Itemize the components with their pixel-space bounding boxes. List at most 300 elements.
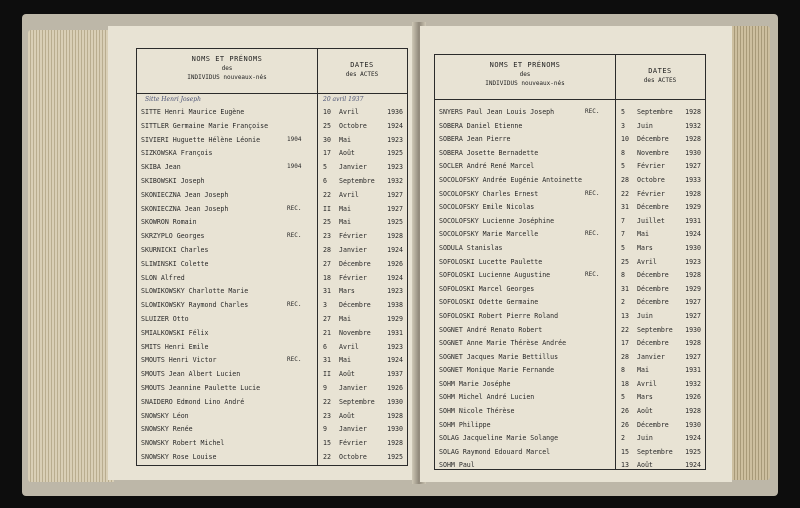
record-day: 28	[621, 175, 629, 184]
table-row	[435, 225, 705, 239]
record-note: REC.	[287, 232, 302, 240]
record-month: Décembre	[637, 298, 669, 307]
record-note: REC.	[287, 356, 302, 364]
record-day: 8	[621, 148, 625, 157]
record-month: Mai	[637, 366, 649, 375]
record-year: 1927	[387, 204, 403, 213]
record-day: 27	[323, 259, 331, 268]
record-month: Décembre	[637, 203, 669, 212]
record-name: SMOUTS Jean Albert Lucien	[141, 370, 241, 379]
record-month: Décembre	[637, 135, 669, 144]
record-month: Décembre	[637, 284, 669, 293]
record-year: 1925	[685, 447, 701, 456]
record-day: 22	[621, 325, 629, 334]
record-month: Octobre	[339, 452, 367, 461]
record-name: SOFOLOSKI Lucette Paulette	[439, 257, 543, 266]
table-row	[137, 227, 407, 241]
table-row	[137, 144, 407, 158]
record-month: Octobre	[339, 121, 367, 130]
record-year: 1926	[387, 259, 403, 268]
record-day: 5	[621, 243, 625, 252]
handwritten-date-note: 20 avril 1937	[323, 96, 364, 103]
record-month: Juin	[637, 121, 653, 130]
record-day: 28	[621, 352, 629, 361]
table-row	[137, 296, 407, 310]
record-year: 1924	[387, 273, 403, 282]
record-month: Février	[339, 439, 367, 448]
record-year: 1928	[685, 108, 701, 116]
record-name: SOGNET Jacques Marie Bettillus	[439, 352, 559, 361]
record-year: 1932	[685, 121, 701, 130]
record-day: 10	[621, 135, 629, 144]
record-month: Avril	[339, 190, 359, 199]
table-row	[137, 310, 407, 324]
record-day: 7	[621, 216, 625, 225]
table-row	[137, 282, 407, 296]
record-name: SOFOLOSKI Robert Pierre Roland	[439, 311, 559, 320]
record-year: 1930	[685, 420, 701, 429]
record-name: SMOUTS Jeannine Paulette Lucie	[141, 383, 261, 392]
record-name: SOGNET André Renato Robert	[439, 325, 543, 334]
record-year: 1924	[387, 245, 403, 254]
record-month: Décembre	[339, 301, 371, 310]
record-month: Août	[637, 407, 653, 416]
record-day: 13	[621, 311, 629, 320]
record-month: Mai	[339, 204, 351, 213]
record-day: 3	[323, 301, 327, 310]
record-month: Février	[339, 273, 367, 282]
record-year: 1928	[685, 271, 701, 280]
record-name: SOCOLOFSKY Marie Marcelle	[439, 230, 539, 239]
record-day: 9	[323, 383, 327, 392]
table-row	[137, 379, 407, 393]
record-year: 1925	[387, 218, 403, 227]
record-year: 1930	[685, 243, 701, 252]
record-day: 22	[323, 190, 331, 199]
table-row	[435, 103, 705, 117]
record-year: 1932	[387, 176, 403, 185]
record-month: Août	[339, 411, 355, 420]
record-year: 1930	[685, 325, 701, 334]
record-month: Novembre	[339, 328, 371, 337]
record-day: 22	[621, 189, 629, 198]
record-name: SOFOLOSKI Lucienne Augustine	[439, 271, 551, 280]
record-year: 1928	[387, 439, 403, 448]
record-month: Décembre	[637, 271, 669, 280]
table-row	[435, 388, 705, 402]
record-day: 8	[621, 366, 625, 375]
record-day: 18	[323, 273, 331, 282]
record-year: 1927	[685, 162, 701, 171]
table-row	[435, 239, 705, 253]
record-day: 15	[621, 447, 629, 456]
table-row	[137, 269, 407, 283]
record-year: 1930	[685, 148, 701, 157]
table-row	[137, 338, 407, 352]
record-name: SOFOLOSKI Marcel Georges	[439, 284, 535, 293]
record-year: 1928	[387, 232, 403, 241]
record-month: Août	[339, 370, 355, 379]
record-name: SOLAG Jacqueline Marie Solange	[439, 434, 559, 443]
right-rows	[435, 103, 705, 470]
record-name: SLON Alfred	[141, 273, 185, 282]
record-month: Février	[637, 162, 665, 171]
table-row	[435, 157, 705, 171]
record-month: Mai	[637, 230, 649, 239]
record-day: II	[323, 204, 331, 213]
record-name: SNYERS Paul Jean Louis Joseph	[439, 108, 555, 116]
record-year: 1927	[685, 298, 701, 307]
record-year: 1928	[387, 411, 403, 420]
record-name: SLUIZER Otto	[141, 314, 189, 323]
table-row	[435, 266, 705, 280]
header-divider	[435, 99, 705, 100]
record-month: Janvier	[339, 163, 367, 172]
record-month: Juin	[637, 311, 653, 320]
table-row	[435, 307, 705, 321]
table-row	[137, 255, 407, 269]
record-day: 27	[323, 314, 331, 323]
table-row	[435, 130, 705, 144]
record-month: Septembre	[637, 447, 673, 456]
right-page	[420, 26, 732, 482]
record-name: SKOWRON Romain	[141, 218, 197, 227]
table-row	[137, 172, 407, 186]
record-name: SOHM Philippe	[439, 420, 491, 429]
record-year: 1938	[387, 301, 403, 310]
table-row	[435, 348, 705, 362]
dates-header-line1: DATES	[648, 67, 672, 75]
record-day: 31	[621, 203, 629, 212]
record-month: Avril	[637, 257, 657, 266]
record-day: 8	[621, 271, 625, 280]
table-row	[137, 324, 407, 338]
record-day: 31	[621, 284, 629, 293]
record-name: SMIALKOWSKI Félix	[141, 328, 209, 337]
record-note: 1904	[287, 163, 302, 171]
table-row	[137, 213, 407, 227]
record-name: SIZKOWSKA François	[141, 149, 213, 158]
table-row	[435, 416, 705, 430]
record-month: Juin	[637, 434, 653, 443]
record-name: SLOWIKOWSKY Raymond Charles	[141, 301, 249, 310]
table-row	[435, 117, 705, 131]
table-row	[137, 351, 407, 365]
record-note: REC.	[287, 301, 302, 309]
record-day: 6	[323, 342, 327, 351]
record-day: 5	[621, 108, 625, 116]
record-note: REC.	[585, 230, 600, 238]
names-header-line2: des	[519, 71, 531, 78]
table-row	[435, 402, 705, 416]
record-month: Décembre	[339, 259, 371, 268]
table-row	[137, 365, 407, 379]
record-month: Janvier	[339, 383, 367, 392]
names-header-line2: des	[221, 65, 233, 72]
record-year: 1927	[685, 311, 701, 320]
record-year: 1924	[685, 434, 701, 443]
record-day: 10	[323, 108, 331, 116]
record-year: 1931	[685, 366, 701, 375]
record-note: REC.	[585, 271, 600, 279]
table-row	[137, 420, 407, 434]
table-row	[137, 393, 407, 407]
record-year: 1930	[387, 425, 403, 434]
record-month: Décembre	[637, 339, 669, 348]
record-day: 22	[323, 452, 331, 461]
table-row	[137, 103, 407, 117]
table-row	[435, 198, 705, 212]
names-header-line1: NOMS ET PRÉNOMS	[489, 61, 561, 69]
record-name: SKRZYPLO Georges	[141, 232, 205, 241]
table-row	[137, 448, 407, 462]
names-header-line1: NOMS ET PRÉNOMS	[191, 55, 263, 63]
record-year: 1926	[387, 383, 403, 392]
record-note: 1904	[287, 135, 302, 143]
record-month: Mai	[339, 135, 351, 144]
record-name: SOBERA Josette Bernadette	[439, 148, 539, 157]
record-month: Septembre	[339, 176, 375, 185]
record-name: SOFOLOSKI Odette Germaine	[439, 298, 539, 307]
record-day: 5	[323, 163, 327, 172]
record-day: 3	[621, 121, 625, 130]
table-row	[137, 241, 407, 255]
record-day: 30	[323, 135, 331, 144]
dates-header-line2: des ACTES	[345, 71, 379, 78]
record-day: 31	[323, 287, 331, 296]
record-month: Janvier	[637, 352, 665, 361]
record-month: Septembre	[637, 108, 673, 116]
record-year: 1923	[387, 163, 403, 172]
table-row	[435, 253, 705, 267]
record-year: 1928	[685, 339, 701, 348]
record-name: SKIBOWSKI Joseph	[141, 176, 205, 185]
table-row	[137, 407, 407, 421]
record-name: SOCOLOFSKY Lucienne Joséphine	[439, 216, 555, 225]
record-note: REC.	[585, 189, 600, 197]
record-month: Août	[637, 461, 653, 470]
record-year: 1928	[685, 135, 701, 144]
dates-column-header	[317, 61, 407, 79]
record-day: 7	[621, 230, 625, 239]
handwritten-name-note: Sitte Henri Joseph	[145, 96, 202, 103]
record-name: SKURNICKI Charles	[141, 245, 209, 254]
record-name: SKIBA Jean	[141, 163, 181, 172]
record-name: SOBERA Daniel Etienne	[439, 121, 523, 130]
dates-header-line1: DATES	[350, 61, 374, 69]
names-header-line3: INDIVIDUS nouveaux-nés	[485, 80, 565, 87]
record-year: 1928	[685, 407, 701, 416]
record-name: SODULA Stanislas	[439, 243, 503, 252]
record-year: 1932	[685, 379, 701, 388]
table-row	[435, 375, 705, 389]
record-day: 21	[323, 328, 331, 337]
record-year: 1923	[387, 287, 403, 296]
record-name: SOHM Nicole Thérèse	[439, 407, 515, 416]
record-day: 17	[621, 339, 629, 348]
table-row	[435, 429, 705, 443]
record-year: 1933	[685, 175, 701, 184]
record-day: 25	[323, 218, 331, 227]
record-month: Juillet	[637, 216, 665, 225]
record-year: 1936	[387, 108, 403, 116]
record-name: SOGNET Monique Marie Fernande	[439, 366, 555, 375]
record-month: Mai	[339, 314, 351, 323]
record-month: Septembre	[339, 397, 375, 406]
record-year: 1923	[685, 257, 701, 266]
record-day: 23	[323, 411, 331, 420]
names-column-header	[435, 61, 615, 88]
record-month: Mai	[339, 218, 351, 227]
record-year: 1930	[387, 397, 403, 406]
record-month: Février	[339, 232, 367, 241]
record-day: 6	[323, 176, 327, 185]
record-month: Mars	[637, 243, 653, 252]
record-year: 1928	[685, 189, 701, 198]
table-row	[137, 117, 407, 131]
record-name: SLIWINSKI Colette	[141, 259, 209, 268]
record-name: SOCOLOFSKY Charles Ernest	[439, 189, 539, 198]
record-month: Août	[339, 149, 355, 158]
record-name: SMOUTS Henri Victor	[141, 356, 217, 365]
table-row	[137, 131, 407, 145]
record-day: 22	[323, 397, 331, 406]
record-month: Avril	[339, 342, 359, 351]
record-day: 25	[323, 121, 331, 130]
record-name: SNOWSKY Renée	[141, 425, 193, 434]
record-month: Décembre	[637, 420, 669, 429]
record-name: SNOWSKY Rose Louise	[141, 452, 217, 461]
record-name: SOHM Paul	[439, 461, 475, 470]
record-month: Avril	[339, 108, 359, 116]
record-day: 26	[621, 407, 629, 416]
record-year: 1924	[685, 230, 701, 239]
table-row	[435, 293, 705, 307]
record-name: SITTE Henri Maurice Eugène	[141, 108, 245, 116]
record-month: Octobre	[637, 175, 665, 184]
record-year: 1924	[387, 121, 403, 130]
record-month: Avril	[637, 379, 657, 388]
record-year: 1925	[387, 452, 403, 461]
record-day: 5	[621, 162, 625, 171]
record-day: 5	[621, 393, 625, 402]
record-name: SOHM Michel André Lucien	[439, 393, 535, 402]
record-month: Janvier	[339, 425, 367, 434]
record-month: Janvier	[339, 245, 367, 254]
record-year: 1929	[685, 284, 701, 293]
right-register-table	[434, 54, 706, 470]
record-name: SOHM Marie Joséphe	[439, 379, 511, 388]
record-year: 1929	[685, 203, 701, 212]
record-month: Novembre	[637, 148, 669, 157]
table-row	[137, 200, 407, 214]
record-name: SITTLER Germaine Marie Françoise	[141, 121, 269, 130]
record-name: SIVIERI Huguette Hélène Léonie	[141, 135, 261, 144]
record-month: Mars	[637, 393, 653, 402]
record-year: 1931	[685, 216, 701, 225]
record-name: SOCLER André René Marcel	[439, 162, 535, 171]
names-header-line3: INDIVIDUS nouveaux-nés	[187, 74, 267, 81]
record-note: REC.	[287, 204, 302, 212]
record-year: 1924	[387, 356, 403, 365]
names-column-header	[137, 55, 317, 82]
record-year: 1923	[387, 135, 403, 144]
record-month: Février	[637, 189, 665, 198]
record-name: SOLAG Raymond Edouard Marcel	[439, 447, 551, 456]
table-row	[435, 144, 705, 158]
left-register-table	[136, 48, 408, 466]
record-year: 1925	[387, 149, 403, 158]
record-year: 1926	[685, 393, 701, 402]
dates-header-line2: des ACTES	[643, 77, 677, 84]
page-edges-right	[726, 26, 770, 480]
table-row	[435, 456, 705, 470]
record-day: 28	[323, 245, 331, 254]
record-name: SKONIECZNA Jean Joseph	[141, 204, 229, 213]
record-day: 15	[323, 439, 331, 448]
record-day: 17	[323, 149, 331, 158]
record-name: SKONIECZNA Jean Joseph	[141, 190, 229, 199]
table-row	[137, 186, 407, 200]
record-name: SOGNET Anne Marie Thérèse Andrée	[439, 339, 567, 348]
left-page	[108, 26, 418, 480]
page-edges-left	[28, 30, 114, 482]
record-day: II	[323, 370, 331, 379]
record-name: SLOWIKOWSKY Charlotte Marie	[141, 287, 249, 296]
record-name: SOBERA Jean Pierre	[439, 135, 511, 144]
record-day: 23	[323, 232, 331, 241]
record-note: REC.	[585, 108, 600, 115]
table-row	[435, 212, 705, 226]
record-name: SNOWSKY Robert Michel	[141, 439, 225, 448]
record-year: 1937	[387, 370, 403, 379]
record-name: SMITS Henri Emile	[141, 342, 209, 351]
record-day: 31	[323, 356, 331, 365]
dates-column-header	[615, 67, 705, 85]
record-day: 18	[621, 379, 629, 388]
record-year: 1931	[387, 328, 403, 337]
table-row	[137, 434, 407, 448]
table-row	[435, 334, 705, 348]
table-row	[435, 185, 705, 199]
record-day: 9	[323, 425, 327, 434]
record-day: 26	[621, 420, 629, 429]
record-day: 25	[621, 257, 629, 266]
header-divider	[137, 93, 407, 94]
record-month: Mai	[339, 356, 351, 365]
record-year: 1929	[387, 314, 403, 323]
record-year: 1923	[387, 342, 403, 351]
record-year: 1927	[387, 190, 403, 199]
table-row	[435, 280, 705, 294]
table-row	[435, 361, 705, 375]
table-row	[137, 158, 407, 172]
record-name: SOCOLOFSKY Emile Nicolas	[439, 203, 535, 212]
record-day: 13	[621, 461, 629, 470]
table-row	[435, 171, 705, 185]
record-year: 1927	[685, 352, 701, 361]
record-name: SNOWSKY Léon	[141, 411, 189, 420]
record-name: SNAIDERO Edmond Lino André	[141, 397, 245, 406]
record-day: 2	[621, 298, 625, 307]
record-month: Mars	[339, 287, 355, 296]
record-name: SOCOLOFSKY Andrée Eugénie Antoinette	[439, 175, 582, 184]
left-rows	[137, 103, 407, 462]
record-day: 2	[621, 434, 625, 443]
record-month: Septembre	[637, 325, 673, 334]
table-row	[435, 443, 705, 457]
table-row	[435, 321, 705, 335]
